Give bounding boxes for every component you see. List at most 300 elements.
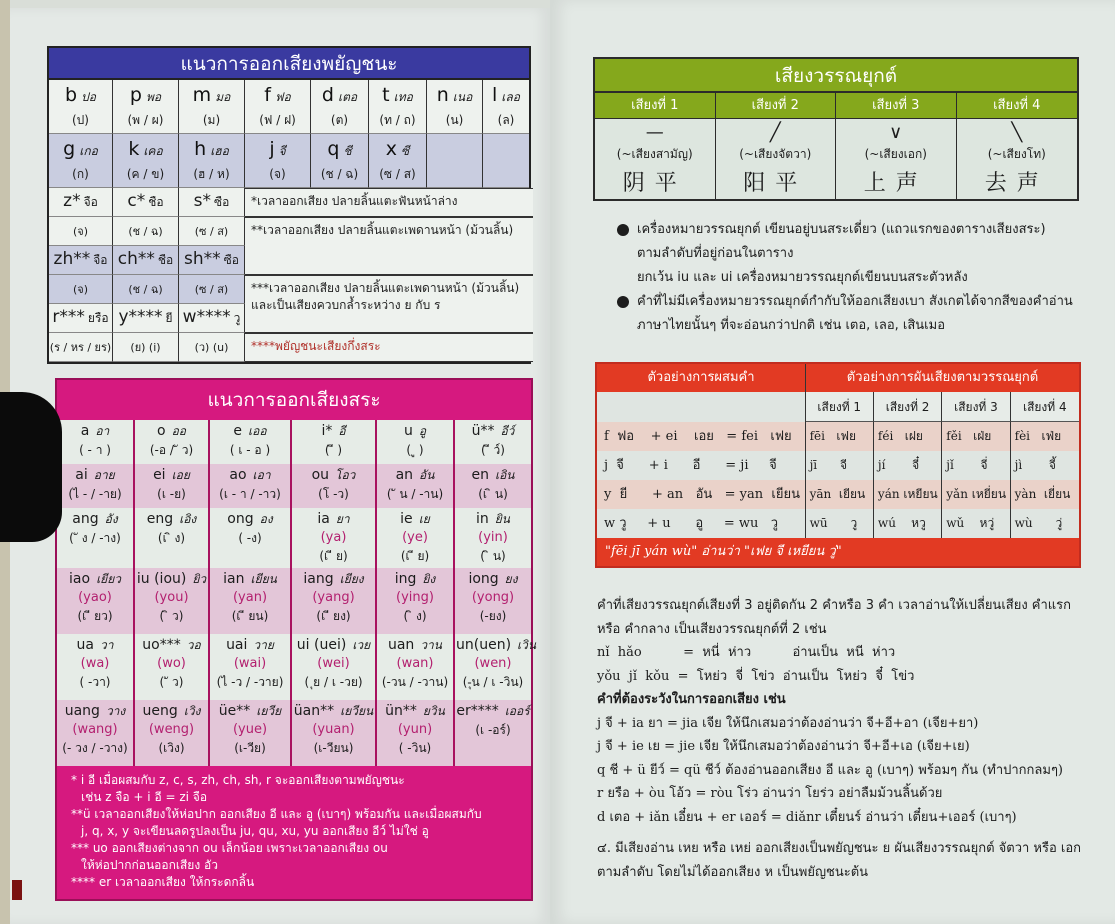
- tone-rules-list: [617, 218, 1087, 338]
- thai-vowel-form: (-วน / -วาน): [381, 675, 449, 689]
- latin-vowel: ing: [394, 571, 417, 587]
- consonant-table-title: แนวการออกเสียงพยัญชนะ: [49, 48, 529, 80]
- thai-reading: ซือ: [223, 253, 239, 267]
- thai-reading: วอ: [186, 638, 201, 652]
- thai-vowel-form: ( ิ ง): [403, 609, 427, 623]
- consonant-cell: [369, 80, 427, 134]
- vowel-cell: [57, 508, 135, 568]
- latin-letter: l: [492, 84, 498, 106]
- tone-variant-cell: wǔ หวู่: [942, 509, 1010, 538]
- latin-vowel: uan: [387, 637, 415, 653]
- tone-mark-falling-icon: ╲: [1011, 122, 1023, 143]
- tone-grid: [595, 93, 1077, 199]
- thai-reading: อัน: [419, 468, 435, 482]
- latin-vowel: üe**: [218, 703, 251, 719]
- thai-reading: เออ: [248, 424, 267, 438]
- vowel-footnote: ให้ห่อปากก่อนออกเสียง อัว: [81, 858, 218, 872]
- thai-vowel-form: ( - า ): [79, 443, 111, 457]
- thai-vowel-form: (เ ี ยว): [77, 609, 113, 623]
- consonant-cell: [49, 80, 113, 134]
- thai-letter: (ก): [72, 167, 89, 181]
- tone-4-header: เสียงที่ 4: [957, 93, 1078, 119]
- thai-reading: เอิน: [494, 468, 515, 482]
- latin-letter: t: [382, 84, 390, 106]
- latin-vowel: ün**: [385, 703, 417, 719]
- latin-letter: y****: [118, 307, 163, 327]
- example-row: [597, 422, 1079, 451]
- note-line: ตามลำดับ โดยไม่ได้ออกเสียง ห เป็นพยัญชนะต้น: [597, 864, 869, 880]
- latin-letter: m: [192, 84, 212, 106]
- vowel-cell: [377, 568, 455, 634]
- thai-vowel-form: (เ -ย): [157, 487, 186, 501]
- thai-vowel-form: (-อ / ั ว): [149, 443, 194, 457]
- consonant-cell: [179, 134, 245, 188]
- thai-letter: (ร / หร / ยร): [49, 341, 112, 354]
- vowel-cell: [377, 508, 455, 568]
- latin-vowel: ei: [153, 467, 166, 483]
- tone-variant-cell: jì จี้: [1014, 458, 1056, 472]
- consonant-cell: [311, 80, 369, 134]
- tone-variant-cell: yán เหยียน: [874, 480, 942, 509]
- pinyin-standalone: (wa): [80, 656, 110, 671]
- pinyin-standalone: (ye): [402, 530, 428, 545]
- bullet-item: [617, 218, 1087, 290]
- thai-reading: ยง: [504, 572, 518, 586]
- latin-vowel: eng: [146, 511, 174, 527]
- thai-reading: เออร์: [504, 704, 530, 718]
- vowel-cell: [210, 634, 292, 700]
- bullet-line: เครื่องหมายวรรณยุกต์ เขียนอยู่บนสระเดี่ยว (แถวแรกของตารางเสียงสระ): [637, 222, 1046, 237]
- thai-reading: เคอ: [143, 144, 163, 158]
- thai-vowel-form: (เ-วีย): [234, 741, 266, 755]
- latin-vowel: uang: [64, 703, 100, 719]
- thai-reading: วาย: [253, 638, 274, 652]
- vowel-cell: [292, 420, 377, 464]
- thai-letter: (พ / ผ): [127, 113, 164, 127]
- thai-vowel-form: (เ ี ยง): [316, 609, 351, 623]
- latin-letter: s*: [193, 191, 211, 211]
- vowel-cell: [135, 700, 210, 766]
- latin-letter: g: [63, 138, 76, 160]
- thai-reading: ยรือ: [87, 311, 109, 325]
- thai-letter: (ซ / ส): [194, 283, 229, 296]
- note-2: **เวลาออกเสียง ปลายลิ้นแตะเพดานหน้า (ม้วนลิ้น): [245, 217, 533, 275]
- latin-letter: j: [269, 138, 275, 160]
- vowel-grid: [57, 420, 537, 766]
- thai-letter: (จ): [269, 167, 286, 181]
- vowel-cell: [57, 464, 135, 508]
- thai-vowel-form: (เ ี ย): [319, 549, 348, 563]
- consonant-cell: [113, 217, 179, 246]
- consonant-cell: [427, 134, 483, 188]
- latin-letter: c*: [127, 191, 146, 211]
- vowel-cell: [455, 420, 531, 464]
- tone-variant-cell: yān เยียน: [806, 480, 874, 509]
- thai-reading: เวิง: [183, 704, 201, 718]
- vowel-footnote: *** uo ออกเสียงต่างจาก ou เล็กน้อย เพราะเวลาออกเสียง ou: [71, 841, 388, 855]
- consonant-grid: [49, 80, 529, 188]
- tone-variant-cell: jī จี: [806, 451, 874, 480]
- latin-letter: zh**: [53, 249, 91, 269]
- latin-vowel: iang: [303, 571, 334, 587]
- vowel-cell: [57, 700, 135, 766]
- caution-line: q ชี + ü ยีว์ = qü ชีว์ ต้องอ่านออกเสียง อี และ อู (เบาๆ) พร้อมๆ กัน (ทำปากกลมๆ): [597, 762, 1064, 778]
- thai-reading: เวย: [352, 638, 371, 652]
- consonant-cell: [113, 188, 179, 217]
- pinyin-standalone: (yue): [232, 722, 268, 737]
- thai-reading: วาง: [105, 704, 126, 718]
- thai-letter: (ว) (u): [194, 341, 229, 354]
- latin-letter: k: [128, 138, 140, 160]
- thai-vowel-form: ( ี ): [324, 443, 343, 457]
- pinyin-standalone: (yong): [471, 590, 515, 605]
- example-row: [597, 509, 1079, 538]
- consonant-cell: [49, 333, 113, 362]
- header-tone-variation: ตัวอย่างการผันเสียงตามวรรณยุกต์: [846, 370, 1039, 385]
- latin-vowel: ong: [227, 511, 254, 527]
- consonant-cell: [483, 134, 529, 188]
- latin-vowel: ang: [72, 511, 99, 527]
- bullet-line: คำที่ไม่มีเครื่องหมายวรรณยุกต์กำกับให้ออกเสียงเบา สังเกตได้จากสีของคำอ่าน: [637, 294, 1073, 309]
- vowel-cell: [57, 420, 135, 464]
- vowel-cell: [455, 700, 531, 766]
- latin-vowel: iao: [69, 571, 91, 587]
- body-text: [597, 594, 1087, 884]
- latin-letter: f: [264, 84, 271, 106]
- thai-reading: ยี: [165, 311, 173, 325]
- tone-variant-cell: wú หวู: [874, 509, 942, 538]
- thai-vowel-form: (-ยง): [479, 609, 507, 623]
- thai-vowel-form: ( ิ น): [480, 549, 506, 563]
- latin-vowel: ou: [311, 467, 330, 483]
- thai-vowel-form: ( -วิน): [398, 741, 432, 755]
- vowel-cell: [292, 508, 377, 568]
- tone-table: [593, 57, 1079, 201]
- thai-reading: ชี: [343, 144, 352, 158]
- pinyin-standalone: (wei): [317, 656, 350, 671]
- thai-letter: (ต): [330, 113, 349, 127]
- consonant-cell: [179, 217, 245, 246]
- thai-vowel-form: (-ุน / เ -วิน): [462, 675, 524, 689]
- vowel-cell: [135, 508, 210, 568]
- thai-reading: จือ: [83, 195, 98, 209]
- tone-variant-cell: wù วู่: [1014, 516, 1063, 530]
- thai-reading: ยิน: [494, 512, 510, 526]
- thai-reading: พอ: [145, 90, 162, 104]
- thai-vowel-form: (ไ - / -าย): [68, 487, 122, 501]
- latin-vowel: ua: [76, 637, 94, 653]
- note-3: ***เวลาออกเสียง ปลายลิ้นแตะเพดานหน้า (ม้วนลิ้น) และเป็นเสียงควบกล้ำระหว่าง ย กับ ร: [245, 275, 533, 333]
- tone-1-chinese: 阴平: [622, 171, 687, 196]
- consonant-cell: [311, 134, 369, 188]
- pinyin-standalone: (yun): [397, 722, 433, 737]
- vowel-cell: [377, 634, 455, 700]
- thai-vowel-form: ( ี ว์): [481, 443, 505, 457]
- thai-vowel-form: ( ู ): [406, 443, 424, 457]
- thai-reading: โอว: [335, 468, 356, 482]
- thai-vowel-form: (เ -อร์): [475, 723, 511, 737]
- consonant-cell: [49, 134, 113, 188]
- consonant-cell: [179, 333, 245, 362]
- thai-reading: เตอ: [337, 90, 358, 104]
- paragraph: คำที่เสียงวรรณยุกต์เสียงที่ 3 อยู่ติดกัน 2 คำหรือ 3 คำ เวลาอ่านให้เปลี่ยนเสียง คำแรก: [597, 598, 1072, 613]
- thai-reading: วา: [99, 638, 114, 652]
- thai-reading: อัง: [104, 512, 118, 526]
- thai-reading: ปอ: [81, 90, 96, 104]
- tone-2-header: เสียงที่ 2: [716, 93, 837, 119]
- consonant-cell: [49, 188, 113, 217]
- consonant-cell: [49, 304, 113, 333]
- thai-reading: เอิง: [179, 512, 197, 526]
- note-4: ****พยัญชนะเสียงกึ่งสระ: [245, 333, 533, 362]
- thai-reading: เนอ: [452, 90, 473, 104]
- thai-reading: เยียง: [339, 572, 364, 586]
- tone-variant-cell: fěi เฝ่ย: [942, 422, 1010, 451]
- thai-reading: อง: [259, 512, 273, 526]
- thai-reading: เทอ: [393, 90, 413, 104]
- thai-reading: จือ: [93, 253, 108, 267]
- thai-letter: (น): [445, 113, 464, 127]
- pinyin-standalone: (ying): [396, 590, 434, 605]
- thumb-shadow: [0, 392, 62, 542]
- latin-letter: z*: [63, 191, 81, 211]
- vowel-footnote: **ü เวลาออกเสียงให้ห่อปาก ออกเสียง อี และ อู (เบาๆ) พร้อมกัน และเมื่อผสมกับ: [71, 807, 482, 821]
- tone-variant-cell: jǐ จี่: [942, 451, 1010, 480]
- tone-variant-cell: fēi เฟย: [806, 422, 874, 451]
- thai-reading: ยิว: [192, 572, 207, 586]
- consonant-cell: [179, 80, 245, 134]
- example-subheader: [597, 392, 1079, 422]
- tone-3-header: เสียงที่ 3: [836, 93, 957, 119]
- tone-1-cell: [595, 119, 716, 199]
- thai-reading: วู: [233, 311, 241, 325]
- thai-reading: อู: [418, 424, 427, 438]
- thai-reading: เอา: [252, 468, 271, 482]
- vowel-footnote: **** er เวลาออกเสียง ให้กระดกลิ้น: [71, 875, 255, 889]
- pinyin-standalone: (ya): [320, 530, 347, 545]
- thai-reading: ชือ: [157, 253, 174, 267]
- tone-4-chinese: 去声: [984, 171, 1049, 196]
- note-line: ๔. มีเสียงอ่าน เหย หรือ เหย่ ออกเสียงเป็นพยัญชนะ ย ผันเสียงวรรณยุกต์ จัตวา หรือ เอก: [597, 841, 1082, 856]
- combination-cell: y ยี + an อัน = yan เยียน: [597, 480, 806, 509]
- thai-vowel-form: ( ั ง / -าง): [69, 531, 121, 545]
- thai-letter: (ค / ข): [126, 167, 165, 181]
- tone-3-thai: (~เสียงเอก): [864, 147, 927, 161]
- pinyin-standalone: (yao): [78, 590, 112, 605]
- latin-letter: r***: [52, 307, 85, 327]
- consonant-lower-grid: [49, 188, 529, 362]
- vowel-cell: [210, 508, 292, 568]
- example-line: yǒu jǐ kǒu = โหย่ว จี่ โข่ว อ่านเป็น โหย่ว จี๋ โข่ว: [597, 668, 915, 684]
- thai-vowel-form: ( -ง): [238, 531, 262, 545]
- tone-variant-cell: fèi เฟ่ย: [1014, 429, 1062, 443]
- thai-reading: เยียน: [250, 572, 277, 586]
- latin-vowel: uo***: [142, 637, 181, 653]
- latin-letter: p: [129, 84, 142, 106]
- latin-vowel: üan**: [293, 703, 335, 719]
- vowel-footnotes: [57, 766, 531, 899]
- vowel-cell: [292, 568, 377, 634]
- tone-label-2: เสียงที่ 2: [874, 392, 942, 422]
- vowel-footnote: * i อี เมื่อผสมกับ z, c, s, zh, ch, sh, r จะออกเสียงตามพยัญชนะ: [71, 773, 405, 787]
- latin-vowel: a: [80, 423, 90, 439]
- consonant-cell: [113, 275, 179, 304]
- latin-vowel: e: [233, 423, 243, 439]
- consonant-cell: [427, 80, 483, 134]
- bullet-item: [617, 290, 1087, 338]
- thai-reading: อา: [95, 424, 110, 438]
- thai-letter: (จ): [72, 283, 89, 296]
- thai-reading: อี: [338, 424, 346, 438]
- thai-letter: (ช / ฉ): [128, 283, 163, 296]
- thai-letter: (ย) (i): [130, 341, 161, 354]
- thai-reading: เลอ: [501, 90, 520, 104]
- example-row: [597, 480, 1079, 509]
- latin-vowel: i*: [321, 423, 333, 439]
- consonant-cell: [49, 275, 113, 304]
- caution-line: d เตอ + iǎn เอี๋ยน + er เออร์ = diǎnr เตี๋ยนร์ อ่านว่า เตี๋ยน+เออร์ (เบาๆ): [597, 809, 1017, 825]
- thai-reading: มอ: [215, 90, 231, 104]
- thai-vowel-form: (เ - า / -าว): [219, 487, 281, 501]
- tone-2-cell: [716, 119, 837, 199]
- thai-vowel-form: (โ -ว): [318, 487, 349, 501]
- thai-vowel-form: (- วง / -วาง): [62, 741, 128, 755]
- tone-variant-cell: jí จี๋: [874, 451, 942, 480]
- latin-vowel: ao: [229, 467, 247, 483]
- pinyin-standalone: (wo): [157, 656, 186, 671]
- pinyin-standalone: (weng): [148, 722, 195, 737]
- example-table-header: [597, 364, 1079, 392]
- latin-letter: h: [194, 138, 207, 160]
- vowel-cell: [57, 634, 135, 700]
- example-row: [597, 451, 1079, 480]
- thai-letter: (ฮ / ห): [193, 167, 230, 181]
- example-rows: [597, 422, 1079, 538]
- latin-vowel: u: [403, 423, 413, 439]
- thai-vowel-form: (เ ิ ง): [157, 531, 186, 545]
- thai-reading: เอย: [171, 468, 190, 482]
- vowel-cell: [135, 464, 210, 508]
- tone-table-title: เสียงวรรณยุกต์: [595, 59, 1077, 93]
- vowel-cell: [292, 700, 377, 766]
- tone-mark-flat-icon: —: [645, 122, 664, 143]
- example-footer: "fēi jī yán wù" อ่านว่า "เฟย จี เหยียน วู่": [597, 538, 1079, 566]
- tone-mark-rising-icon: ╱: [769, 122, 781, 143]
- tone-2-chinese: 阳平: [743, 171, 808, 196]
- vowel-footnote: j, q, x, y จะเขียนลดรูปลงเป็น ju, qu, xu, yu ออกเสียง อีว์ ไม่ใช่ อู: [81, 824, 429, 838]
- latin-vowel: ia: [317, 511, 330, 527]
- paragraph: หรือ คำกลาง เป็นเสียงวรรณยุกต์ที่ 2 เช่น: [597, 621, 827, 637]
- thai-reading: ชือ: [148, 195, 164, 209]
- combination-cell: j จี + i อี = ji จี: [597, 451, 806, 480]
- tone-label-3: เสียงที่ 3: [942, 392, 1010, 422]
- bullet-line: ยกเว้น iu และ ui เครื่องหมายวรรณยุกต์เขียนบนสระตัวหลัง: [637, 270, 968, 285]
- thai-letter: (ท / ถ): [379, 113, 416, 127]
- vowel-cell: [292, 634, 377, 700]
- thai-vowel-form: (เ ี ยน): [231, 609, 269, 623]
- thai-reading: ฟอ: [275, 90, 291, 104]
- thai-vowel-form: (เ ิ น): [478, 487, 508, 501]
- thai-reading: เย: [418, 512, 430, 526]
- latin-letter: n: [436, 84, 449, 106]
- combination-cell: f ฟอ + ei เอย = fei เฟย: [597, 422, 806, 451]
- consonant-cell: [113, 134, 179, 188]
- latin-letter: ch**: [117, 249, 155, 269]
- consonant-cell: [49, 246, 113, 275]
- tone-variant-cell: yǎn เหยี่ยน: [942, 480, 1010, 509]
- vowel-cell: [455, 568, 531, 634]
- latin-letter: b: [65, 84, 78, 106]
- pinyin-standalone: (wen): [474, 656, 512, 671]
- tone-variant-cell: yàn เยี่ยน: [1014, 487, 1071, 501]
- consonant-cell: [483, 80, 529, 134]
- thai-reading: ยวิน: [422, 704, 445, 718]
- pinyin-standalone: (yan): [232, 590, 268, 605]
- tone-1-header: เสียงที่ 1: [595, 93, 716, 119]
- latin-vowel: ueng: [142, 703, 178, 719]
- latin-vowel: an: [395, 467, 414, 483]
- thai-reading: ออ: [171, 424, 186, 438]
- bullet-line: ตามลำดับที่อยู่ก่อนในตาราง: [637, 246, 794, 261]
- vowel-cell: [135, 568, 210, 634]
- consonant-cell: [179, 275, 245, 304]
- consonant-cell: [113, 246, 179, 275]
- latin-letter: sh**: [184, 249, 221, 269]
- vowel-table: [55, 378, 537, 901]
- thai-reading: อาย: [93, 468, 115, 482]
- tone-4-thai: (~เสียงโท): [987, 147, 1046, 161]
- vowel-cell: [210, 420, 292, 464]
- consonant-cell: [113, 80, 179, 134]
- thai-vowel-form: (เ-วียน): [313, 741, 354, 755]
- consonant-cell: [113, 333, 179, 362]
- tone-3-chinese: 上声: [863, 171, 928, 196]
- thai-vowel-form: ( ั น / -าน): [386, 487, 444, 501]
- thai-letter: (ป): [72, 113, 89, 127]
- thai-vowel-form: ( ั ว): [159, 675, 184, 689]
- vowel-cell: [57, 568, 135, 634]
- latin-vowel: iong: [468, 571, 499, 587]
- latin-vowel: ui (uei): [296, 637, 347, 653]
- vowel-cell: [455, 508, 531, 568]
- latin-vowel: iu (iou): [136, 571, 187, 587]
- combination-cell: w วู + u อู = wu วู: [597, 509, 806, 538]
- thai-reading: เยวียน: [340, 704, 374, 718]
- thai-reading: อีว์: [500, 424, 515, 438]
- thai-letter: (ซ / ส): [194, 225, 229, 238]
- thai-letter: (ม): [202, 113, 221, 127]
- pinyin-standalone: (yin): [478, 530, 508, 545]
- tone-label-4: เสียงที่ 4: [1011, 392, 1079, 422]
- consonant-table: [47, 46, 531, 364]
- latin-vowel: ü**: [471, 423, 495, 439]
- latin-vowel: er****: [456, 703, 499, 719]
- thai-letter: (ช / ฉ): [128, 225, 163, 238]
- example-line: nǐ hǎo = หนี่ ห่าว อ่านเป็น หนี ห่าว: [597, 645, 896, 660]
- blank-cell: [597, 392, 806, 422]
- thai-letter: (ช / ฉ): [320, 167, 359, 181]
- thai-letter: (ล): [497, 113, 515, 127]
- tone-4-cell: [957, 119, 1078, 199]
- pinyin-standalone: (wai): [233, 656, 267, 671]
- thai-vowel-form: ( -วา): [79, 675, 111, 689]
- latin-vowel: un(uen): [456, 637, 512, 653]
- caution-heading: คำที่ต้องระวังในการออกเสียง เช่น: [597, 692, 786, 707]
- thai-letter: (ซ / ส): [379, 167, 416, 181]
- vowel-cell: [377, 700, 455, 766]
- caution-line: j จี + ia ยา = jia เจีย ให้นึกเสมอว่าต้องอ่านว่า จี+อี+อา (เจีย+ยา): [597, 715, 979, 731]
- thai-reading: ยา: [335, 512, 350, 526]
